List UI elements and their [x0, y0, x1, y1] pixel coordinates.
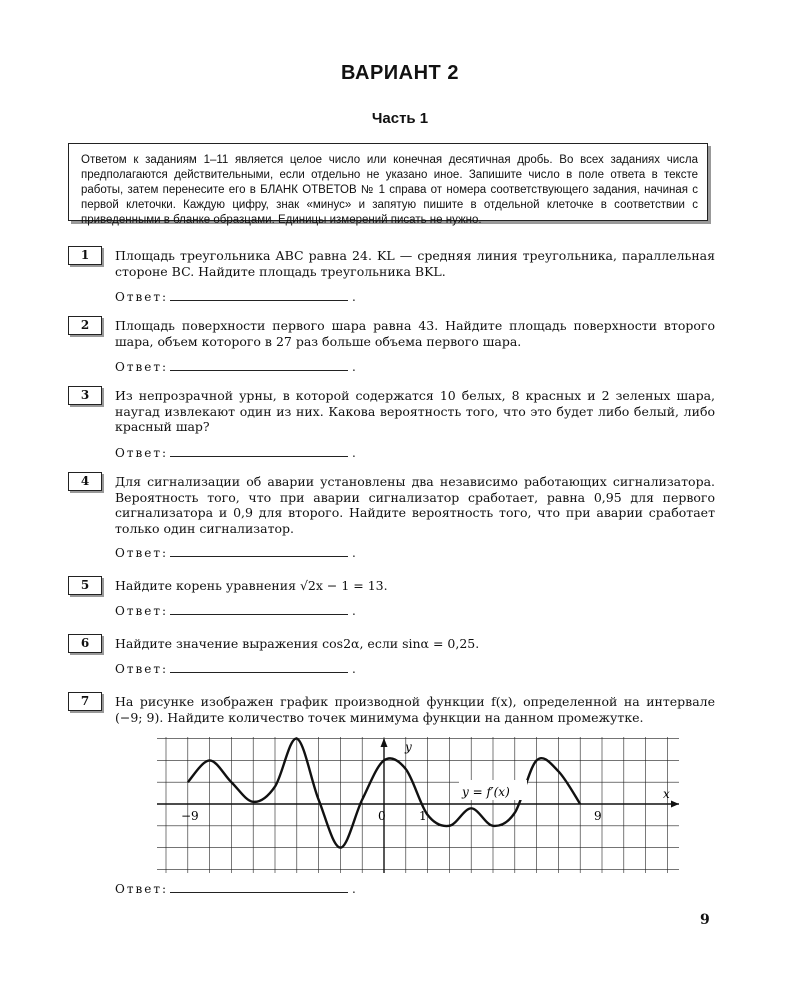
- task-text-6: Найдите значение выражения cos2α, если sinα = 0,25.: [115, 636, 480, 651]
- task-number-1: 1: [68, 246, 102, 265]
- task-number-5: 5: [68, 576, 102, 595]
- answer-end: .: [352, 662, 356, 676]
- page-title: ВАРИАНТ 2: [341, 62, 459, 84]
- task-text-3: Из непрозрачной урны, в которой содержатся 10 белых, 8 красных и 2 зеленых шара, наугад извлекают один из них. Какова вероятность того, что это будет либо белый, либо красный шар?: [115, 388, 715, 434]
- answer-field-5[interactable]: [115, 604, 356, 618]
- task-number-3: 3: [68, 386, 102, 405]
- answer-end: .: [352, 546, 356, 560]
- answer-end: .: [352, 290, 356, 304]
- answer-end: .: [352, 604, 356, 618]
- answer-end: .: [352, 360, 356, 374]
- task-number-4: 4: [68, 472, 102, 491]
- task-number-7: 7: [68, 692, 102, 711]
- answer-field-3[interactable]: [115, 446, 356, 460]
- x-axis-label: x: [663, 787, 670, 801]
- answer-label: Ответ:: [115, 604, 169, 618]
- task-number-2: 2: [68, 316, 102, 335]
- tick-label-1: 1: [419, 809, 427, 823]
- tick-label-9: 9: [594, 809, 602, 823]
- function-label: y = f′(x): [462, 785, 510, 799]
- answer-label: Ответ:: [115, 360, 169, 374]
- x-axis: [157, 801, 679, 808]
- answer-label: Ответ:: [115, 446, 169, 460]
- answer-field-2[interactable]: [115, 360, 356, 374]
- task-text-5: Найдите корень уравнения √2x − 1 = 13.: [115, 578, 388, 593]
- answer-label: Ответ:: [115, 662, 169, 676]
- answer-field-6[interactable]: [115, 662, 356, 676]
- answer-label: Ответ:: [115, 546, 169, 560]
- answer-label: Ответ:: [115, 882, 169, 896]
- answer-field-7[interactable]: [115, 882, 356, 896]
- graph-grid: [157, 737, 679, 873]
- y-axis-label: y: [405, 740, 412, 754]
- answer-end: .: [352, 446, 356, 460]
- part-title: Часть 1: [371, 110, 429, 127]
- task-number-6: 6: [68, 634, 102, 653]
- tick-label-minus-9: −9: [181, 809, 199, 823]
- task-text-1: Площадь треугольника ABC равна 24. KL — средняя линия треугольника, параллельная стороне BC. Найдите площадь треугольника BKL.: [115, 248, 715, 279]
- task-text-4: Для сигнализации об аварии установлены два независимо работающих сигнализатора. Вероятность того, что при аварии сигнализатор сработает, равна 0,95 для первого сигнализатора и 0,9 для второго. Найдите вероятность того, что при аварии сработает только один сигнализатор.: [115, 474, 715, 536]
- derivative-graph: [157, 737, 679, 873]
- page-number: 9: [700, 912, 710, 928]
- answer-field-4[interactable]: [115, 546, 356, 560]
- task-text-7: На рисунке изображен график производной функции f(x), определенной на интервале (−9; 9). Найдите количество точек минимума функции на данном промежутке.: [115, 694, 715, 725]
- answer-label: Ответ:: [115, 290, 169, 304]
- tick-label-0: 0: [378, 809, 386, 823]
- answer-end: .: [352, 882, 356, 896]
- task-text-2: Площадь поверхности первого шара равна 43. Найдите площадь поверхности второго шара, объем которого в 27 раз больше объема первого шара.: [115, 318, 715, 349]
- answer-field-1[interactable]: [115, 290, 356, 304]
- instructions-box: Ответом к заданиям 1–11 является целое число или конечная десятичная дробь. Во всех заданиях числа предполагаются действительными, если отдельно не указано иное. Запишите число в поле ответа в тексте работы, затем перенесите его в БЛАНК ОТВЕТОВ № 1 справа от номера соответствующего задания, начиная с первой клеточки. Каждую цифру, знак «минус» и запятую пишите в отдельной клеточке в соответствии с приведенными в бланке образцами. Единицы измерений писать не нужно.: [68, 143, 708, 221]
